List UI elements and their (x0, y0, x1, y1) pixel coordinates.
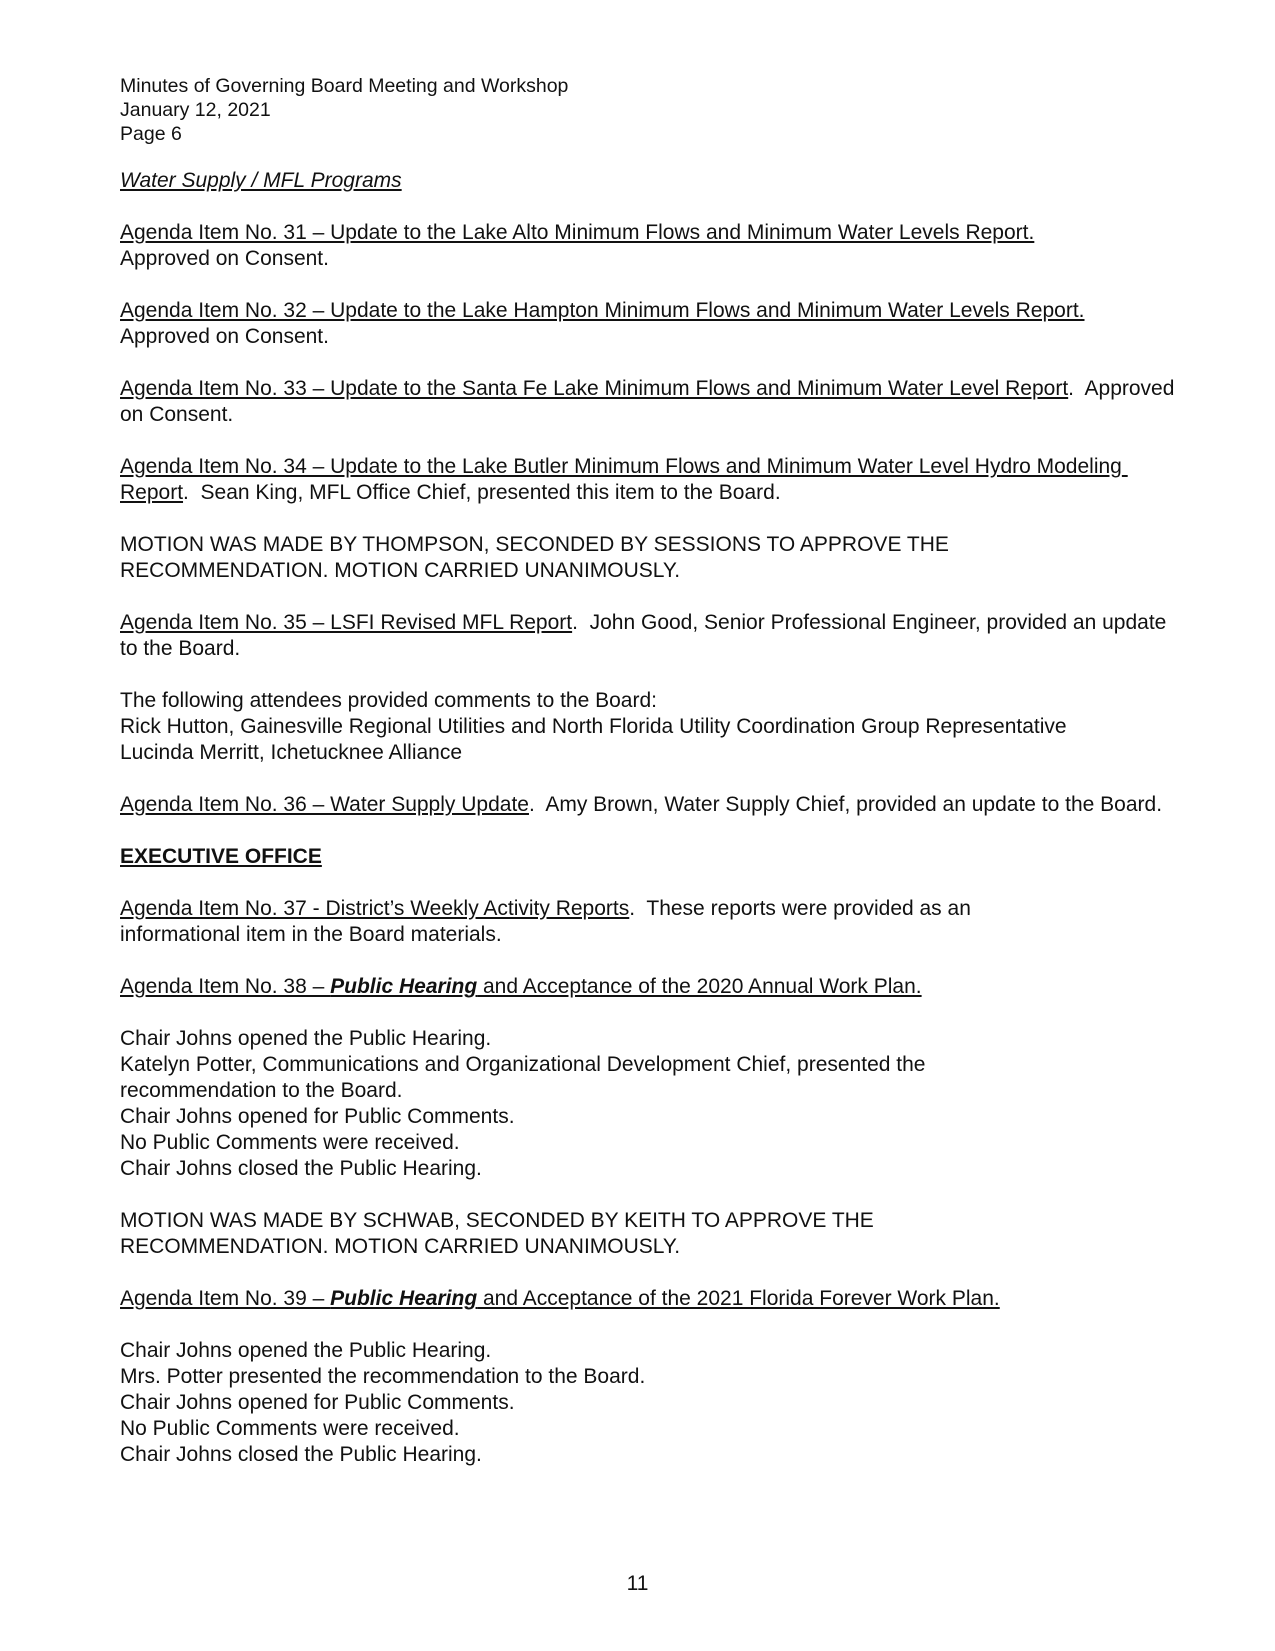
agenda-item-32-text: Approved on Consent. (120, 299, 1096, 348)
agenda-item-38-prefix: Agenda Item No. 38 – (120, 975, 331, 998)
agenda-item-32 (120, 298, 1180, 350)
hearing-line: Chair Johns opened for Public Comments. (120, 1105, 515, 1128)
agenda-item-31 (120, 220, 1180, 272)
agenda-item-31-text: Approved on Consent. (120, 247, 329, 270)
public-hearing-2 (120, 1338, 1180, 1468)
agenda-item-35-title: Agenda Item No. 35 – LSFI Revised MFL Report (120, 611, 573, 634)
header-date: January 12, 2021 (120, 99, 271, 121)
attendees-intro: The following attendees provided comments to the Board: (120, 689, 657, 712)
hearing-line: No Public Comments were received. (120, 1131, 460, 1154)
section-executive-office-title: EXECUTIVE OFFICE (120, 845, 322, 868)
agenda-item-31-title: Agenda Item No. 31 – Update to the Lake Alto Minimum Flows and Minimum Water Levels Report. (120, 221, 1035, 244)
hearing-line: Katelyn Potter, Communications and Organizational Development Chief, presented the recommendation to the Board. (120, 1053, 926, 1102)
attendees-block (120, 688, 1180, 766)
agenda-item-34 (120, 454, 1180, 506)
document-page (120, 74, 1180, 1494)
hearing-line: Chair Johns closed the Public Hearing. (120, 1443, 482, 1466)
agenda-item-38 (120, 974, 1180, 1000)
hearing-line: Chair Johns opened the Public Hearing. (120, 1339, 492, 1362)
page-number: 11 (626, 1572, 649, 1595)
page-header (120, 74, 1180, 146)
attendee-line: Rick Hutton, Gainesville Regional Utilities and North Florida Utility Coordination Group Representative (120, 715, 1067, 738)
motion-schwab: MOTION WAS MADE BY SCHWAB, SECONDED BY KEITH TO APPROVE THE RECOMMENDATION. MOTION CARRIED UNANIMOUSLY. (120, 1209, 874, 1258)
attendee-line: Lucinda Merritt, Ichetucknee Alliance (120, 741, 463, 764)
agenda-item-32-title: Agenda Item No. 32 – Update to the Lake Hampton Minimum Flows and Minimum Water Levels Report. (120, 299, 1085, 322)
agenda-item-39-suffix: and Acceptance of the 2021 Florida Forever Work Plan. (477, 1287, 1000, 1310)
agenda-item-38-title (120, 975, 922, 998)
agenda-item-36-text: . Amy Brown, Water Supply Chief, provided an update to the Board. (528, 793, 1163, 816)
agenda-item-39-title (120, 1287, 1000, 1310)
agenda-item-39 (120, 1286, 1180, 1312)
agenda-item-39-public-hearing: Public Hearing (330, 1287, 478, 1310)
hearing-line: Mrs. Potter presented the recommendation to the Board. (120, 1365, 646, 1388)
agenda-item-38-public-hearing: Public Hearing (330, 975, 478, 998)
hearing-line: No Public Comments were received. (120, 1417, 460, 1440)
agenda-item-34-text: . Sean King, MFL Office Chief, presented this item to the Board. (183, 481, 781, 504)
hearing-line: Chair Johns closed the Public Hearing. (120, 1157, 482, 1180)
agenda-item-36-title: Agenda Item No. 36 – Water Supply Update (120, 793, 529, 816)
agenda-item-36 (120, 792, 1180, 818)
hearing-line: Chair Johns opened for Public Comments. (120, 1391, 515, 1414)
public-hearing-1 (120, 1026, 1180, 1182)
agenda-item-33-title: Agenda Item No. 33 – Update to the Santa Fe Lake Minimum Flows and Minimum Water Level Report (120, 377, 1069, 400)
section-water-supply-title: Water Supply / MFL Programs (120, 169, 402, 192)
agenda-item-33 (120, 376, 1180, 428)
agenda-item-37 (120, 896, 1020, 948)
header-title: Minutes of Governing Board Meeting and Workshop (120, 75, 569, 97)
agenda-item-33-text: . Approved on Consent. (120, 377, 1181, 426)
agenda-item-35 (120, 610, 1180, 662)
hearing-line: Chair Johns opened the Public Hearing. (120, 1027, 492, 1050)
agenda-item-34-title: Agenda Item No. 34 – Update to the Lake Butler Minimum Flows and Minimum Water Level Hydro Modeling Report (120, 455, 1128, 504)
agenda-item-39-prefix: Agenda Item No. 39 – (120, 1287, 331, 1310)
agenda-item-37-text: . These reports were provided as an informational item in the Board materials. (120, 897, 977, 946)
agenda-item-38-suffix: and Acceptance of the 2020 Annual Work Plan. (477, 975, 922, 998)
agenda-item-37-title: Agenda Item No. 37 - District’s Weekly Activity Reports (120, 897, 630, 920)
agenda-item-35-text: . John Good, Senior Professional Engineer, provided an update to the Board. (120, 611, 1173, 660)
motion-thompson: MOTION WAS MADE BY THOMPSON, SECONDED BY SESSIONS TO APPROVE THE RECOMMENDATION. MOTION CARRIED UNANIMOUSLY. (120, 533, 949, 582)
header-page: Page 6 (120, 123, 182, 145)
